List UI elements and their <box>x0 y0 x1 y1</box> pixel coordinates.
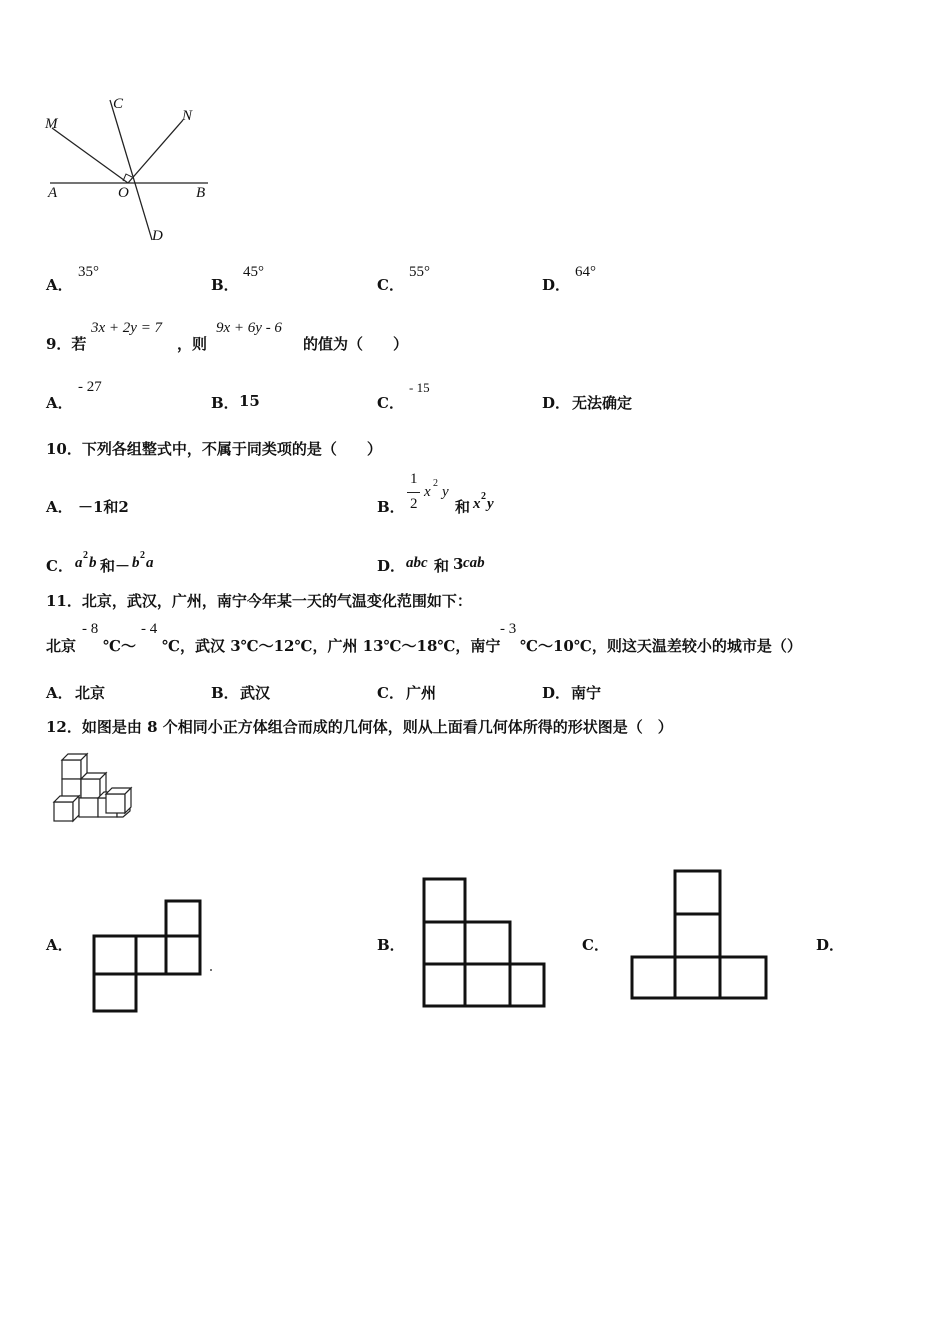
q11-rest2: ℃～10℃，则这天温差较小的城市是（） <box>520 637 802 655</box>
q10-option-b-term2-x: x <box>473 496 481 512</box>
q9-expr2: 9x + 6y - 6 <box>216 320 282 336</box>
q11-val2: - 4 <box>141 621 158 637</box>
q10-option-b-label: B． <box>377 498 405 516</box>
q8-option-c-value: 55° <box>409 264 430 280</box>
q10-option-d-label: D． <box>377 557 406 575</box>
q12-option-a-label: A． <box>46 936 73 954</box>
line-cd <box>110 100 152 240</box>
q10-option-c-a: a <box>75 555 83 571</box>
q8-option-d-label: D． <box>542 276 571 294</box>
q8-option-d-value: 64° <box>575 264 596 280</box>
q11-option-b-label: B． <box>211 684 239 702</box>
q10-option-c-exp2: 2 <box>140 550 145 561</box>
q10-option-b-y: y <box>442 484 449 500</box>
label-a: A <box>48 185 58 201</box>
q11-stem: 11．北京，武汉，广州，南宁今年某一天的气温变化范围如下： <box>46 592 472 610</box>
q10-option-d-num: 3 <box>453 555 464 573</box>
q12-option-b-label: B． <box>377 936 405 954</box>
q12-option-a-shape <box>90 897 215 1017</box>
q9-option-b-label: B． <box>211 394 239 412</box>
q10-option-b-and: 和 <box>455 498 471 516</box>
q11-option-a-label: A． <box>46 684 73 702</box>
q11-val1: - 8 <box>82 621 99 637</box>
q9-option-b-value: 15 <box>239 392 260 410</box>
q10-option-b-x: x <box>424 484 431 500</box>
q10-option-b-exp: 2 <box>433 478 438 489</box>
q9-option-a-label: A． <box>46 394 73 412</box>
label-b: B <box>196 185 206 201</box>
ray-om <box>52 128 128 183</box>
ray-on <box>128 120 183 183</box>
q10-stem: 10．下列各组整式中，不属于同类项的是（ ） <box>46 440 382 458</box>
angle-figure <box>40 95 220 255</box>
q12-option-c-shape <box>629 868 771 1003</box>
q10-option-b-term2-y: y <box>487 496 494 512</box>
label-c: C <box>113 96 124 112</box>
label-d: D <box>152 228 163 244</box>
q9-mid: ，则 <box>177 335 208 353</box>
q9-expr1: 3x + 2y = 7 <box>91 320 163 336</box>
q10-option-d-and: 和 <box>434 557 450 575</box>
label-n: N <box>182 108 193 124</box>
q10-option-a-text: －1和2 <box>78 498 129 516</box>
q12-option-c-label: C． <box>582 936 609 954</box>
q9-option-c-label: C． <box>377 394 404 412</box>
q11-option-b-value: 武汉 <box>240 684 271 702</box>
q9-option-d-label: D． <box>542 394 571 412</box>
q10-option-c-b2: b <box>132 555 140 571</box>
q10-option-c-label: C． <box>46 557 73 575</box>
q8-option-b-value: 45° <box>243 264 264 280</box>
q10-option-d-term2: cab <box>463 555 485 571</box>
q8-option-a-value: 35° <box>78 264 99 280</box>
q10-option-c-b: b <box>89 555 97 571</box>
q10-option-b-term2-exp: 2 <box>481 491 486 502</box>
q12-stem: 12．如图是由 8 个相同小正方体组合而成的几何体，则从上面看几何体所得的形状图是（ ） <box>46 718 673 736</box>
q11-option-d-label: D． <box>542 684 571 702</box>
q10-option-c-exp1: 2 <box>83 550 88 561</box>
q9-option-d-value: 无法确定 <box>572 394 633 412</box>
q11-option-a-value: 北京 <box>75 684 106 702</box>
q11-rest1: ℃，武汉 3℃～12℃，广州 13℃～18℃，南宁 <box>162 637 501 655</box>
q9-option-a-value: - 27 <box>78 379 102 395</box>
q11-beijing: 北京 <box>46 637 77 655</box>
q11-unit1: ℃～ <box>103 637 136 655</box>
q9-suffix: 的值为（ ） <box>303 335 409 353</box>
q10-option-a-label: A． <box>46 498 73 516</box>
q11-option-c-value: 广州 <box>406 684 437 702</box>
label-m: M <box>45 116 58 132</box>
label-o: O <box>118 185 129 201</box>
q10-option-c-a2: a <box>146 555 154 571</box>
q9-prefix: 9．若 <box>46 335 87 353</box>
q10-option-b-frac-num: 1 <box>410 471 418 487</box>
q11-option-d-value: 南宁 <box>571 684 602 702</box>
q11-val3: - 3 <box>500 621 517 637</box>
q11-option-c-label: C． <box>377 684 404 702</box>
q9-option-c-value: - 15 <box>409 380 430 395</box>
q10-option-b-frac-bar <box>407 492 420 493</box>
q12-option-b-shape <box>421 876 549 1011</box>
q8-option-a-label: A． <box>46 276 73 294</box>
q8-option-c-label: C． <box>377 276 404 294</box>
q8-option-b-label: B． <box>211 276 239 294</box>
cube-solid-figure <box>50 752 135 827</box>
q12-option-d-label: D． <box>816 936 845 954</box>
q10-option-d-term1: abc <box>406 555 428 571</box>
q10-option-b-frac-den: 2 <box>410 496 418 512</box>
q10-option-c-and: 和－ <box>100 557 131 575</box>
